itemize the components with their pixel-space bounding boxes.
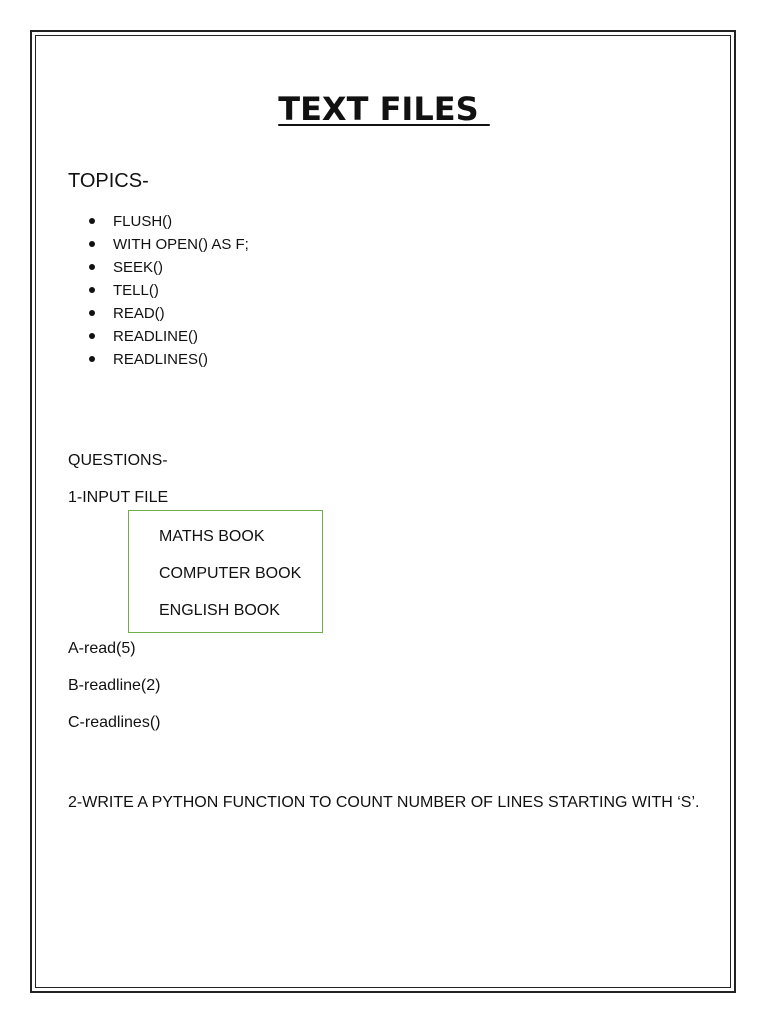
bullet-icon: [89, 356, 95, 362]
topic-text: READ(): [113, 305, 165, 322]
topic-item: [68, 233, 249, 256]
question1-part-a: A-read(5): [68, 640, 136, 657]
topic-text: READLINE(): [113, 328, 199, 345]
bullet-icon: [89, 287, 95, 293]
topic-text: SEEK(): [113, 259, 164, 276]
topic-text: FLUSH(): [113, 213, 173, 230]
topic-text: TELL(): [113, 282, 159, 299]
bullet-icon: [89, 218, 95, 224]
bullet-icon: [89, 310, 95, 316]
question1-part-c: C-readlines(): [68, 714, 161, 731]
topic-item: [68, 302, 249, 325]
document-title: TEXT FILES: [278, 90, 490, 128]
question1-label: 1-INPUT FILE: [68, 489, 169, 506]
topic-text: READLINES(): [113, 351, 209, 368]
file-line: MATHS BOOK: [159, 528, 265, 545]
file-line: COMPUTER BOOK: [159, 565, 302, 582]
file-line: ENGLISH BOOK: [159, 602, 280, 619]
topic-item: [68, 325, 249, 348]
questions-heading: QUESTIONS-: [68, 452, 168, 469]
topic-item: [68, 279, 249, 302]
topics-list: [68, 210, 249, 371]
topic-item: [68, 210, 249, 233]
question2-text: 2-WRITE A PYTHON FUNCTION TO COUNT NUMBER OF LINES STARTING WITH ‘S’.: [68, 794, 700, 811]
bullet-icon: [89, 241, 95, 247]
topic-text: WITH OPEN() AS F;: [113, 236, 249, 253]
bullet-icon: [89, 264, 95, 270]
bullet-icon: [89, 333, 95, 339]
topic-item: [68, 348, 249, 371]
input-file-box: [128, 510, 323, 633]
topics-heading: TOPICS-: [68, 170, 149, 192]
question1-part-b: B-readline(2): [68, 677, 161, 694]
topic-item: [68, 256, 249, 279]
